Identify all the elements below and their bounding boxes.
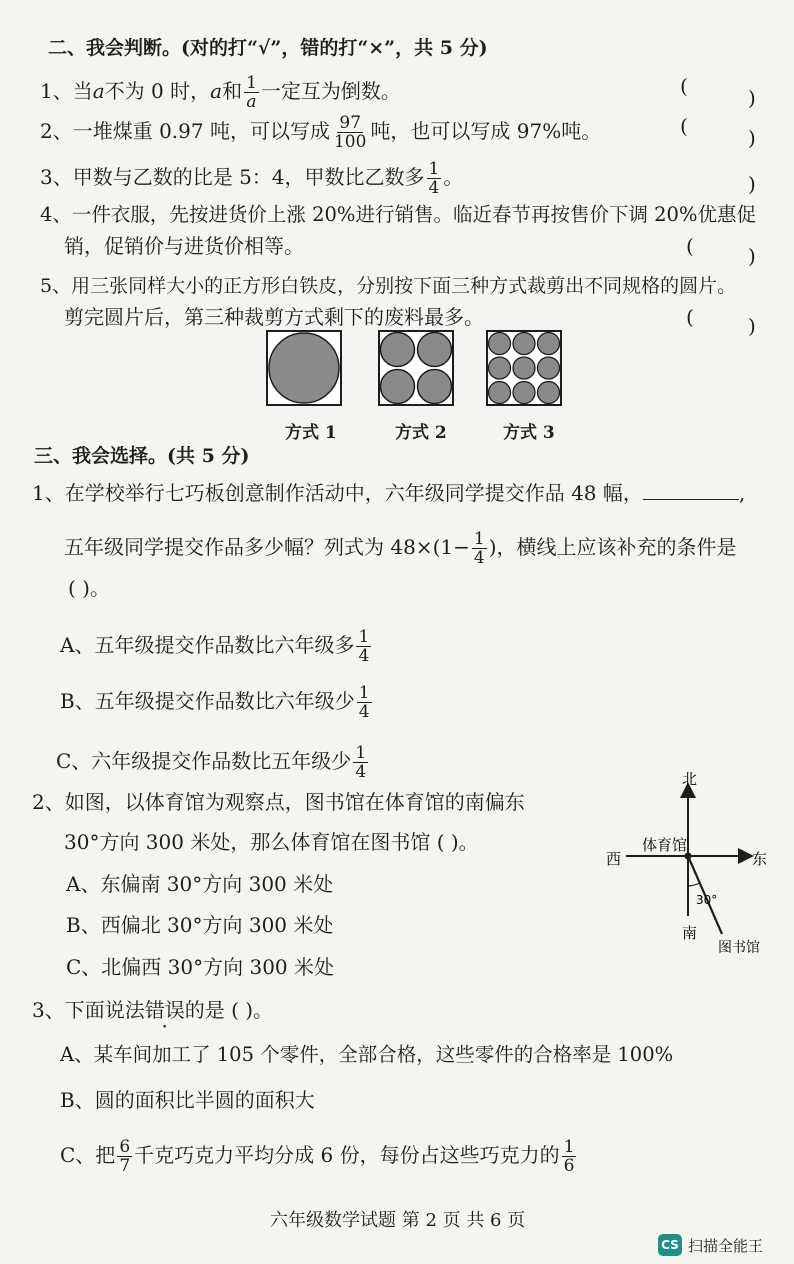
watermark-text: 扫描全能王: [688, 1236, 764, 1255]
label-stadium: 体育馆: [642, 836, 688, 854]
judge-q4-paren-close: ): [748, 244, 756, 268]
judge-q1: 1、当a不为 0 时，a和 $\frac{1}{a}$ 一定互为倒数。: [40, 73, 401, 112]
judge-q2-paren-close: ): [748, 126, 756, 150]
judge-q1-paren-open[interactable]: (: [680, 74, 688, 98]
label-west: 西: [606, 850, 622, 868]
label-library: 图书馆: [718, 940, 760, 956]
choice-q1-option-b[interactable]: B、五年级提交作品数比六年级少 $\frac{1}{4}$: [60, 683, 370, 722]
caption-method-1: 方式 1: [285, 423, 337, 443]
judge-q5-paren-close: ): [748, 314, 756, 338]
judge-q5-line1: 5、用三张同样大小的正方形白铁皮，分别按下面三种方式裁剪出不同规格的圆片。: [40, 275, 737, 297]
cutting-method-1: [267, 331, 341, 405]
judge-q5-line2: 剪完圆片后，第三种裁剪方式剩下的废料最多。: [64, 305, 484, 329]
choice-q3-option-a[interactable]: A、某车间加工了 105 个零件，全部合格，这些零件的合格率是 100%: [60, 1043, 674, 1066]
section2-heading: 二、我会判断。(对的打“√”，错的打“×”，共 5 分): [48, 37, 488, 59]
label-angle: 30°: [696, 893, 718, 907]
judge-q2-paren-open[interactable]: (: [680, 114, 688, 138]
caption-method-2: 方式 2: [395, 423, 447, 443]
judge-q4-line1: 4、一件衣服，先按进货价上涨 20%进行销售。临近春节再按售价下调 20%优惠促: [40, 203, 756, 226]
judge-q4-paren-open[interactable]: (: [686, 234, 694, 258]
choice-q2-option-b[interactable]: B、西偏北 30°方向 300 米处: [66, 913, 334, 937]
label-east: 东: [752, 850, 768, 868]
choice-q1-option-c[interactable]: C、六年级提交作品数比五年级少 $\frac{1}{4}$: [56, 743, 367, 782]
emphasis-wrong: 错误: [144, 998, 185, 1022]
choice-q2-line2: 30°方向 300 米处，那么体育馆在图书馆 ( )。: [64, 830, 479, 854]
judge-q4-line2: 销，促销价与进货价相等。: [64, 234, 304, 258]
cutting-diagrams: [262, 328, 572, 410]
choice-q2-option-a[interactable]: A、东偏南 30°方向 300 米处: [66, 872, 334, 896]
judge-q3: 3、甲数与乙数的比是 5：4，甲数比乙数多 $\frac{1}{4}$ 。: [40, 159, 464, 198]
cutting-method-2: [379, 331, 453, 405]
judge-q1-paren-close: ): [748, 86, 756, 110]
choice-q3-option-c[interactable]: C、把 $\frac{6}{7}$ 千克巧克力平均分成 6 份，每份占这些巧克力的 $\frac{1}{6}$: [60, 1137, 575, 1176]
section3-heading: 三、我会选择。(共 5 分): [34, 445, 250, 467]
judge-q5-paren-open[interactable]: (: [686, 305, 694, 329]
page-footer: 六年级数学试题 第 2 页 共 6 页: [270, 1210, 526, 1231]
cutting-method-3: [487, 331, 561, 405]
label-south: 南: [682, 924, 698, 942]
label-north: 北: [682, 770, 698, 788]
judge-q2: 2、一堆煤重 0.97 吨，可以写成 $\frac{97}{100}$ 吨，也可以写成 97%吨。: [40, 113, 602, 152]
choice-q1-answer-paren[interactable]: ( )。: [68, 576, 110, 600]
scanner-watermark: [658, 1232, 763, 1258]
choice-q1-line1: 1、在学校举行七巧板创意制作活动中，六年级同学提交作品 48 幅， ,: [32, 481, 746, 505]
choice-q1-blank[interactable]: [643, 481, 739, 500]
camscanner-logo: CS: [658, 1234, 682, 1256]
choice-q3-stem: 3、下面说法错误的是 ( )。: [32, 998, 274, 1022]
choice-q2-line1: 2、如图，以体育馆为观察点，图书馆在体育馆的南偏东: [32, 790, 525, 814]
choice-q3-option-b[interactable]: B、圆的面积比半圆的面积大: [60, 1088, 315, 1112]
choice-q1-option-a[interactable]: A、五年级提交作品数比六年级多 $\frac{1}{4}$: [60, 627, 370, 666]
choice-q1-line2: 五年级同学提交作品多少幅？列式为 48×(1− $\frac{1}{4}$ )，横线上应该补充的条件是: [64, 529, 737, 568]
judge-q3-paren-close: ): [748, 172, 756, 196]
choice-q2-option-c[interactable]: C、北偏西 30°方向 300 米处: [66, 955, 334, 979]
compass-diagram: [598, 766, 778, 966]
caption-method-3: 方式 3: [503, 423, 555, 443]
